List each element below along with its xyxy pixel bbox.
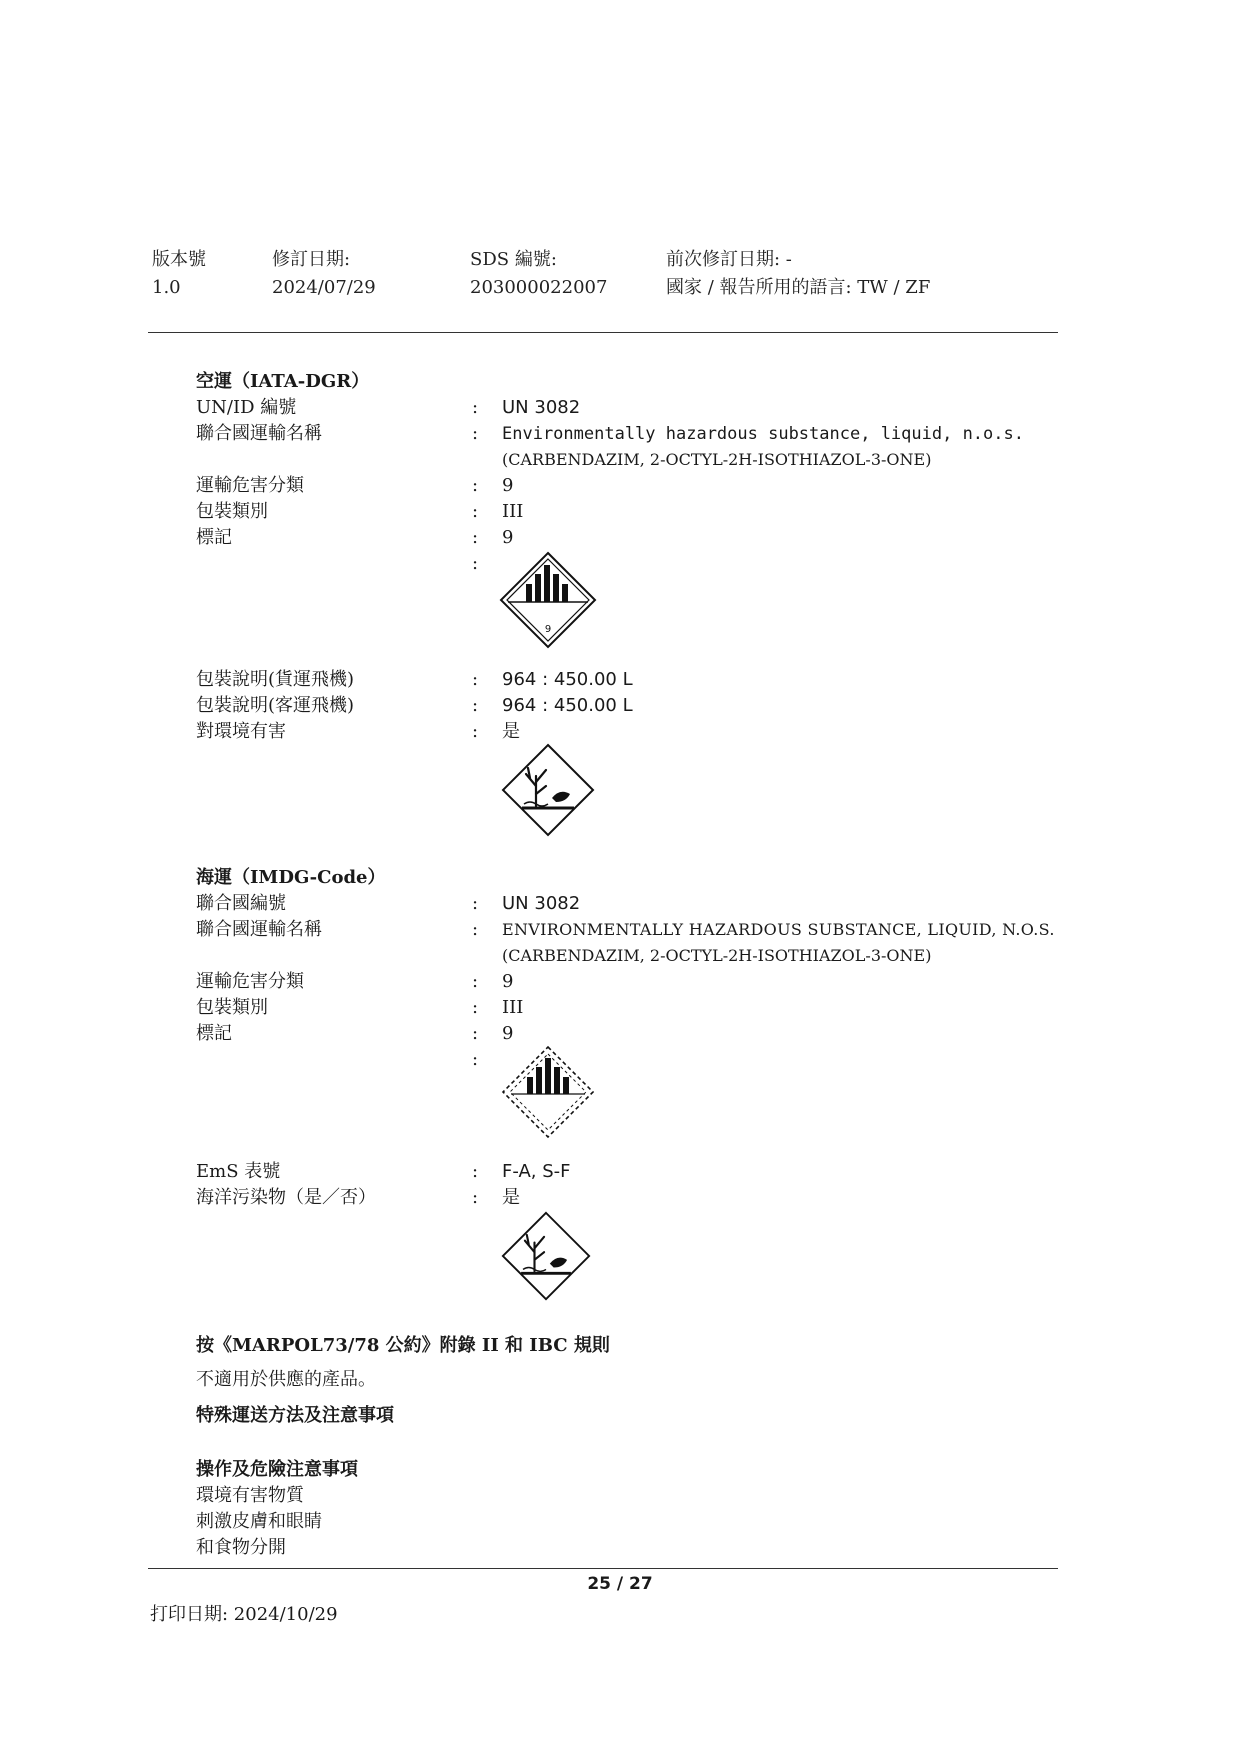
air-section-title: 空運（IATA-DGR） — [196, 371, 370, 392]
revision-label: 修訂日期: — [272, 249, 351, 270]
air-shipping-name-value: Environmentally hazardous substance, liquid, n.o.s. — [502, 424, 1024, 444]
air-hazard-class-label: 運輸危害分類 — [196, 475, 304, 496]
handling-line-3: 和食物分開 — [196, 1537, 286, 1558]
air-env-hazard-value: 是 — [502, 721, 520, 742]
special-title: 特殊運送方法及注意事項 — [196, 1405, 394, 1426]
marine-pollutant-icon — [500, 1210, 592, 1302]
air-unid-value: UN 3082 — [502, 397, 581, 418]
sea-section-title: 海運（IMDG-Code） — [196, 867, 386, 888]
sea-label-label: 標記 — [196, 1023, 232, 1044]
marpol-text: 不適用於供應的產品。 — [196, 1369, 376, 1390]
version-label: 版本號 — [152, 249, 206, 270]
handling-title: 操作及危險注意事項 — [196, 1459, 358, 1480]
page-number: 25 / 27 — [587, 1574, 653, 1594]
sea-shipping-name-label: 聯合國運輸名稱 — [196, 919, 322, 940]
handling-line-2: 刺激皮膚和眼睛 — [196, 1511, 322, 1532]
prev-revision: 前次修訂日期: - — [666, 249, 792, 270]
revision-value: 2024/07/29 — [272, 277, 376, 298]
country-language: 國家 / 報告所用的語言: TW / ZF — [666, 277, 931, 298]
sds-value: 203000022007 — [470, 277, 608, 298]
sea-marine-pollutant-value: 是 — [502, 1187, 520, 1208]
header-divider — [148, 332, 1058, 333]
air-pi-cargo-label: 包裝說明(貨運飛機) — [196, 669, 355, 690]
air-hazard-class-value: 9 — [502, 475, 514, 496]
sea-hazard-class-label: 運輸危害分類 — [196, 971, 304, 992]
marpol-title: 按《MARPOL73/78 公約》附錄 II 和 IBC 規則 — [196, 1335, 610, 1356]
environment-hazard-icon — [500, 742, 596, 838]
air-packing-group-value: III — [502, 501, 524, 522]
air-pi-passenger-label: 包裝說明(客運飛機) — [196, 695, 355, 716]
sea-ems-label: EmS 表號 — [196, 1161, 281, 1182]
sea-marine-pollutant-label: 海洋污染物（是／否） — [196, 1187, 376, 1208]
air-shipping-name-value2: (CARBENDAZIM, 2-OCTYL-2H-ISOTHIAZOL-3-ONE) — [502, 450, 932, 469]
air-label-label: 標記 — [196, 527, 232, 548]
air-shipping-name-label: 聯合國運輸名稱 — [196, 423, 322, 444]
sea-shipping-name-value: ENVIRONMENTALLY HAZARDOUS SUBSTANCE, LIQUID, N.O.S. — [502, 920, 1055, 939]
sea-label-value: 9 — [502, 1023, 514, 1044]
handling-line-1: 環境有害物質 — [196, 1485, 304, 1506]
air-label-value: 9 — [502, 527, 514, 548]
air-packing-group-label: 包裝類別 — [196, 501, 268, 522]
class9-digit: 9 — [544, 624, 552, 635]
air-pi-cargo-value: 964 : 450.00 L — [502, 669, 633, 690]
sea-ems-value: F-A, S-F — [502, 1161, 571, 1182]
print-date: 打印日期: 2024/10/29 — [150, 1604, 338, 1625]
sea-un-number-value: UN 3082 — [502, 893, 581, 914]
sea-packing-group-value: III — [502, 997, 524, 1018]
sea-un-number-label: 聯合國編號 — [196, 893, 286, 914]
class9-marine-hazard-icon — [500, 1044, 596, 1140]
class9-hazard-icon — [498, 550, 598, 650]
sds-label: SDS 編號: — [470, 249, 557, 270]
air-pi-passenger-value: 964 : 450.00 L — [502, 695, 633, 716]
sea-hazard-class-value: 9 — [502, 971, 514, 992]
sea-packing-group-label: 包裝類別 — [196, 997, 268, 1018]
sea-shipping-name-value2: (CARBENDAZIM, 2-OCTYL-2H-ISOTHIAZOL-3-ONE) — [502, 946, 932, 965]
footer-divider — [148, 1568, 1058, 1569]
air-unid-label: UN/ID 編號 — [196, 397, 297, 418]
version-value: 1.0 — [152, 277, 181, 298]
air-env-hazard-label: 對環境有害 — [196, 721, 286, 742]
